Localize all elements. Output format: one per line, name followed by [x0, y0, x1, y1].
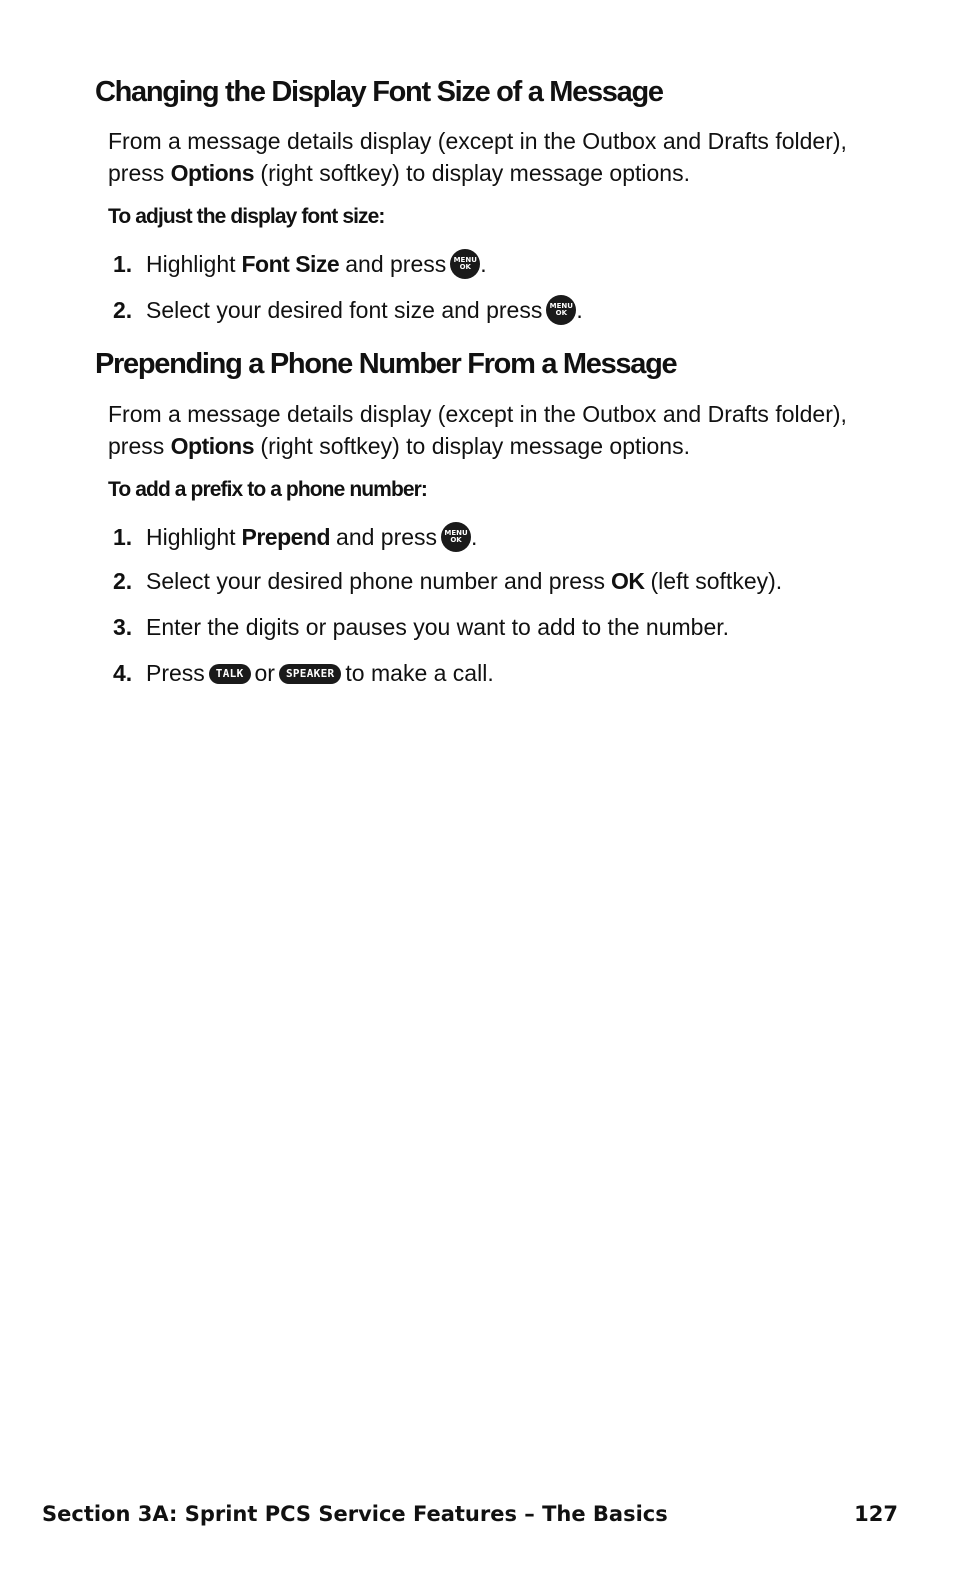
step-text: and press — [345, 250, 447, 277]
ok-key-label: OK — [555, 309, 568, 317]
section2-intro-options: Options — [170, 433, 255, 459]
section2-step-1 — [113, 522, 477, 552]
section2-intro — [108, 398, 908, 462]
step-text: Highlight — [146, 523, 236, 550]
step-bold-text: Prepend — [241, 523, 331, 550]
ok-key-label: OK — [450, 536, 462, 544]
step-number: 1. — [113, 250, 133, 277]
step-number: 3. — [113, 614, 133, 640]
section1-intro-options: Options — [170, 160, 255, 186]
step-text: (left softkey). — [650, 568, 783, 594]
step-number: 1. — [113, 523, 133, 550]
section2-title: Prepending a Phone Number From a Message — [95, 348, 677, 380]
speaker-key-icon: SPEAKER — [279, 664, 341, 684]
section2-intro-press: press — [108, 433, 165, 459]
menu-ok-key-icon — [450, 249, 480, 279]
step-text: to make a call. — [345, 660, 494, 686]
footer-section-label: Section 3A: Sprint PCS Service Features – The Basics — [42, 1502, 668, 1526]
menu-key-label: MENU — [549, 302, 573, 310]
step-bold-text: OK — [611, 568, 645, 594]
step-text: and press — [336, 523, 438, 550]
menu-key-label: MENU — [444, 529, 468, 537]
step-bold-text: Font Size — [241, 250, 340, 277]
menu-ok-key-icon — [441, 522, 471, 552]
section2-step-4 — [113, 660, 494, 687]
section2-step-2 — [113, 568, 782, 595]
step-text: Press — [146, 660, 205, 686]
step-end: . — [471, 523, 478, 550]
section2-intro-rest: (right softkey) to display message options. — [260, 433, 690, 459]
step-or: or — [254, 660, 275, 686]
talk-key-icon: TALK — [209, 664, 251, 684]
step-text: Select your desired phone number and press — [146, 568, 606, 594]
section2-step-3 — [113, 614, 729, 641]
ok-key-label: OK — [459, 263, 471, 271]
section1-step-2 — [113, 295, 583, 325]
step-number: 2. — [113, 568, 133, 594]
step-number: 2. — [113, 296, 133, 323]
section1-title: Changing the Display Font Size of a Message — [95, 76, 663, 108]
section2-intro-line1: From a message details display (except in the Outbox and Drafts folder), — [108, 401, 847, 427]
step-end: . — [480, 250, 487, 277]
section1-intro-press: press — [108, 160, 165, 186]
step-number: 4. — [113, 660, 133, 686]
menu-ok-key-icon — [546, 295, 576, 325]
section1-intro — [108, 125, 908, 189]
step-text: Highlight — [146, 250, 236, 277]
menu-key-label: MENU — [453, 256, 477, 264]
section1-step-1 — [113, 249, 487, 279]
footer-page-number: 127 — [854, 1502, 898, 1526]
section2-subheading: To add a prefix to a phone number: — [108, 478, 428, 501]
section1-intro-rest: (right softkey) to display message options. — [260, 160, 690, 186]
step-end: . — [576, 296, 583, 323]
section1-intro-line1: From a message details display (except in the Outbox and Drafts folder), — [108, 128, 847, 154]
step-text: Select your desired font size and press — [146, 296, 543, 323]
step-text: Enter the digits or pauses you want to add to the number. — [146, 614, 730, 640]
section1-subheading: To adjust the display font size: — [108, 205, 385, 228]
